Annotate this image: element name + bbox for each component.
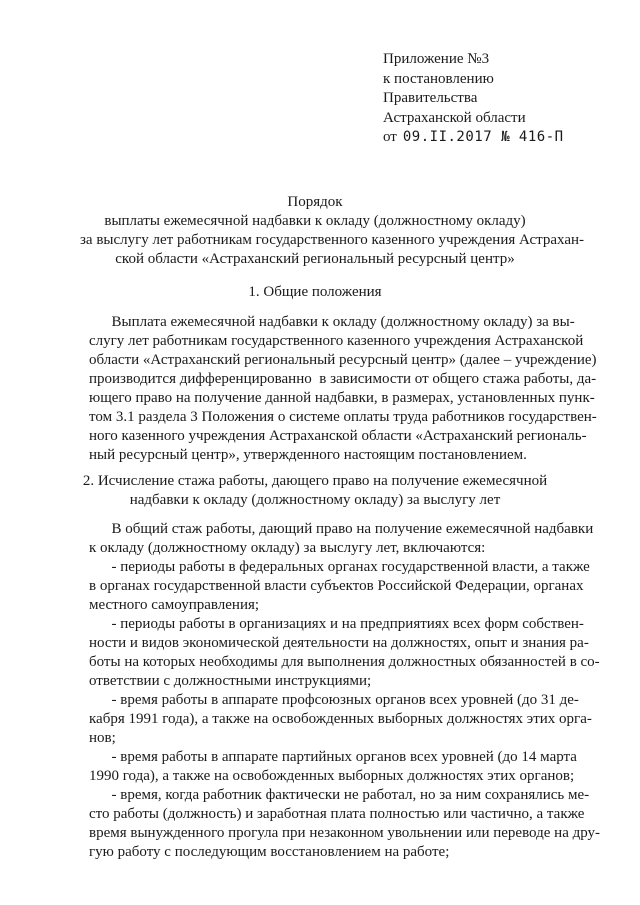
- annex-date-prefix: от: [383, 129, 397, 145]
- document-title: [80, 193, 584, 269]
- list-item-line: в органах государственной власти субъектов Российской Федерации, органах: [89, 578, 584, 594]
- list-item-line: - периоды работы в организациях и на предприятиях всех форм собствен-: [89, 616, 584, 632]
- title-line: Порядок: [287, 194, 343, 210]
- list-item-line: - периоды работы в федеральных органах государственной власти, а также: [89, 559, 590, 575]
- section-1-heading: [80, 283, 550, 302]
- paragraph-line: слугу лет работникам государственного казенного учреждения Астраханской: [89, 333, 584, 349]
- list-item-line: 1990 года), а также на освобожденных выборных должностях этих органов;: [89, 768, 575, 784]
- paragraph-line: Выплата ежемесячной надбавки к окладу (должностному окладу) за вы-: [89, 314, 575, 330]
- paragraph-line: В общий стаж работы, дающий право на получение ежемесячной надбавки: [89, 521, 594, 537]
- list-item-line: - время работы в аппарате профсоюзных органов всех уровней (до 31 де-: [89, 692, 579, 708]
- list-item-line: - время, когда работник фактически не работал, но за ним сохранялись ме-: [89, 787, 590, 803]
- annex-date-number: 09.II.2017 № 416-П: [402, 129, 564, 145]
- annex-to-resolution: к постановлению: [383, 70, 494, 87]
- list-item-line: местного самоуправления;: [89, 597, 260, 613]
- section-2-heading: [80, 472, 550, 510]
- paragraph-line: к окладу (должностному окладу) за выслугу лет, включаются:: [89, 540, 486, 556]
- section-1-heading-text: 1. Общие положения: [248, 284, 382, 300]
- paragraph-line: ющего право на получение данной надбавки, в размерах, установленных пунк-: [89, 390, 595, 406]
- annex-block: [383, 50, 564, 148]
- annex-region: Астраханской области: [383, 109, 526, 126]
- list-item-line: кабря 1991 года), а также на освобожденных выборных должностях этих орга-: [89, 711, 592, 727]
- list-item-line: нов;: [89, 730, 116, 746]
- annex-date-line: [383, 128, 564, 148]
- section-1-paragraph: [89, 313, 597, 465]
- paragraph-line: производится дифференцированно в зависимости от общего стажа работы, да-: [89, 371, 597, 387]
- title-line: выплаты ежемесячной надбавки к окладу (должностному окладу): [104, 213, 526, 229]
- list-item-line: боты на которых необходимы для выполнения должностных обязанностей в со-: [89, 654, 600, 670]
- section-2-paragraph: [89, 520, 601, 862]
- title-line: за выслугу лет работникам государственного казенного учреждения Астрахан-: [80, 232, 584, 248]
- paragraph-line: области «Астраханский региональный ресурсный центр» (далее – учреждение): [89, 352, 597, 368]
- paragraph-line: ный ресурсный центр», утвержденного настоящим постановлением.: [89, 447, 527, 463]
- title-line: ской области «Астраханский региональный ресурсный центр»: [115, 251, 515, 267]
- paragraph-line: ного казенного учреждения Астраханской области «Астраханский региональ-: [89, 428, 587, 444]
- list-item-line: сто работы (должность) и заработная плата полностью или частично, а также: [89, 806, 585, 822]
- section-2-heading-text: надбавки к окладу (должностному окладу) за выслугу лет: [129, 492, 501, 508]
- list-item-line: ности и видов экономической деятельности на должностях, опыт и знания ра-: [89, 635, 589, 651]
- annex-title: Приложение №3: [383, 51, 490, 67]
- list-item-line: - время работы в аппарате партийных органов всех уровней (до 14 марта: [89, 749, 577, 765]
- paragraph-line: том 3.1 раздела 3 Положения о системе оплаты труда работников государствен-: [89, 409, 597, 425]
- list-item-line: гую работу с последующим восстановлением на работе;: [89, 844, 450, 860]
- annex-government: Правительства: [383, 90, 478, 106]
- section-2-heading-text: 2. Исчисление стажа работы, дающего право на получение ежемесячной: [82, 473, 548, 489]
- list-item-line: время вынужденного прогула при незаконном увольнении или переводе на дру-: [89, 825, 601, 841]
- list-item-line: ответствии с должностными инструкциями;: [89, 673, 372, 689]
